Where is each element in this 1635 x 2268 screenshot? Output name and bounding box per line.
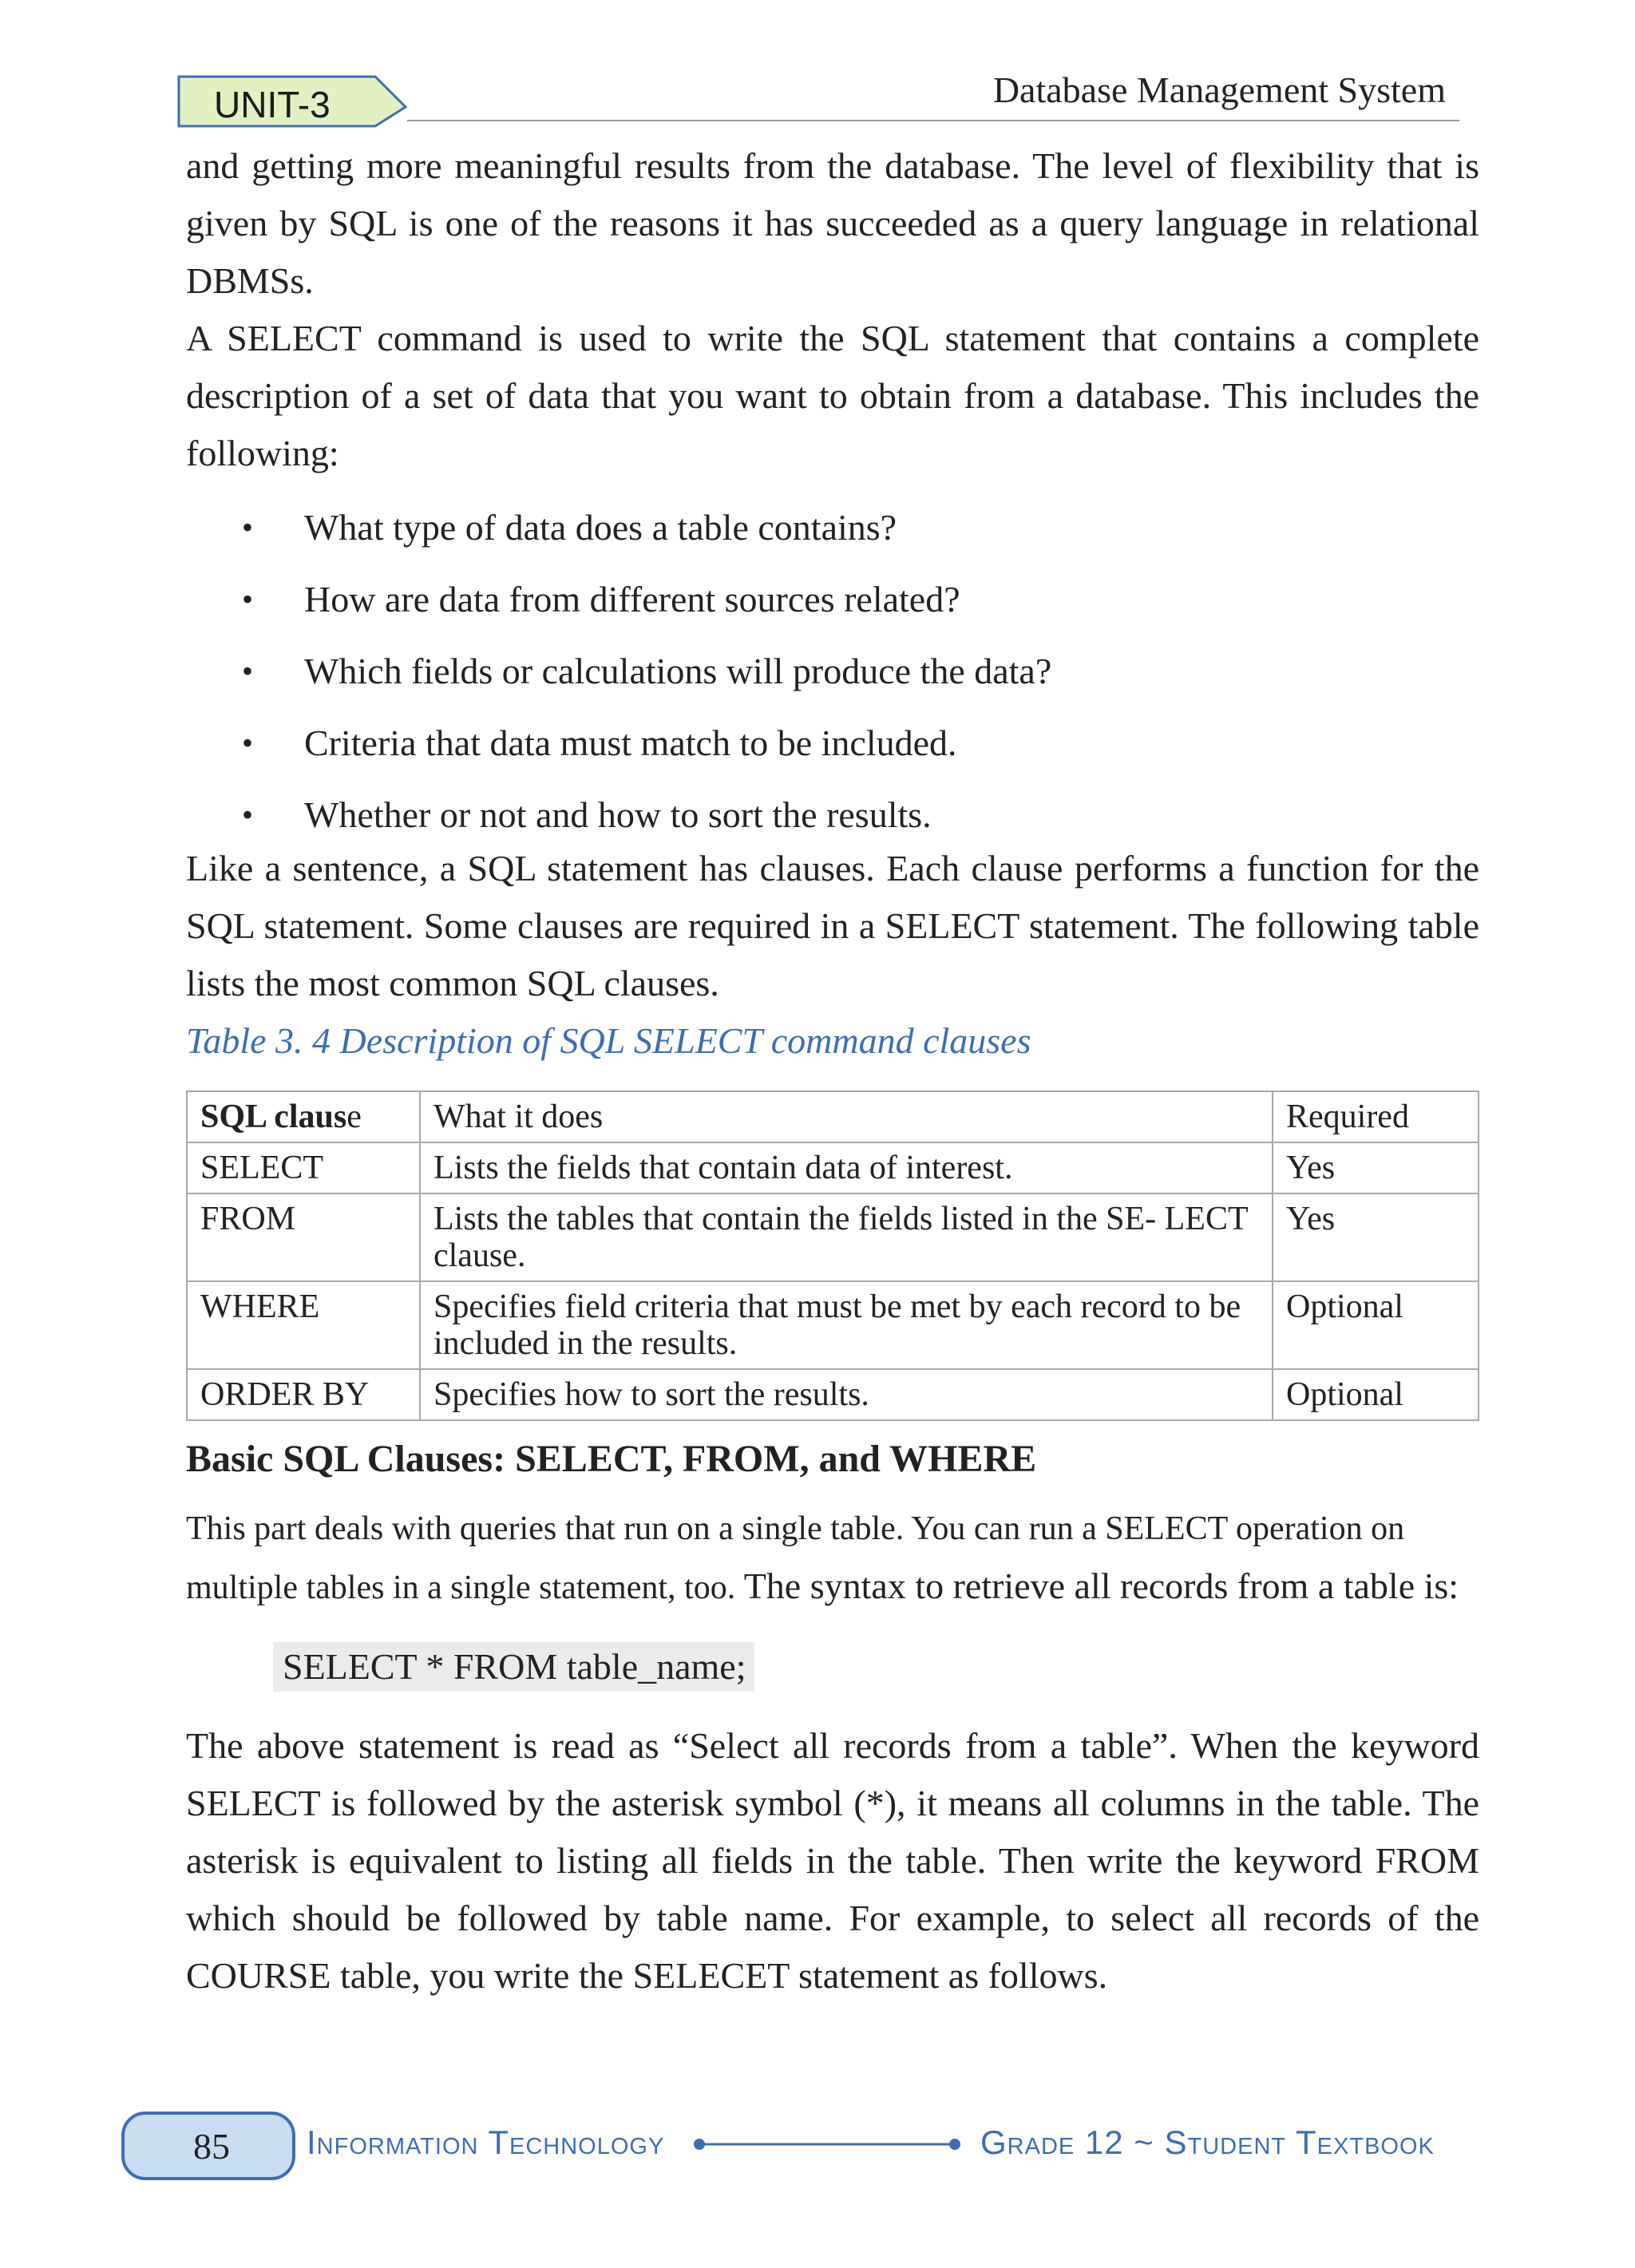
list-item: [186, 635, 1479, 707]
table-row: [187, 1281, 1479, 1369]
code-snippet: SELECT * FROM table_name;: [273, 1642, 754, 1692]
code-example: [186, 1634, 1479, 1706]
cell-required: Yes: [1273, 1193, 1479, 1281]
section-heading: Basic SQL Clauses: SELECT, FROM, and WHERE: [186, 1438, 1037, 1480]
table-header-row: [187, 1091, 1479, 1142]
bullet-icon: •: [242, 581, 254, 617]
list-item: [186, 779, 1479, 851]
intro-paragraph-1: and getting more meaningful results from the database. The level of flexibility that is given by SQL is one of the reasons it has succeeded as a query language in relational DBMSs.: [186, 145, 1479, 301]
footer-connector-line: [693, 2136, 961, 2152]
explanation-paragraph: The above statement is read as “Select all records from a table”. When the keyword SELECT is followed by the asterisk symbol (*), it means all columns in the table. The asterisk is equivalent to listing all fields in the table. Then write the keyword FROM which should be followed by table name. For example, to select all records of the COURSE table, you write the SELECET statement as follows.: [186, 1725, 1479, 1996]
header-rule: [407, 120, 1459, 121]
cell-clause: ORDER BY: [187, 1369, 420, 1420]
cell-does: Specifies field criteria that must be met by each record to be included in the results.: [420, 1281, 1273, 1369]
table-row: [187, 1142, 1479, 1193]
page-number: 85: [193, 2126, 230, 2167]
bullet-icon: •: [242, 797, 254, 833]
page-number-badge: [121, 2112, 295, 2180]
bullet-text: What type of data does a table contains?: [304, 507, 897, 548]
list-item: [186, 707, 1479, 779]
bullet-list: [186, 492, 1479, 851]
list-item: [186, 564, 1479, 635]
footer-subject: Information Technology: [307, 2124, 665, 2161]
cell-required: Optional: [1273, 1369, 1479, 1420]
header-cell-does: What it does: [420, 1091, 1273, 1142]
section-paragraph-normal: The syntax to retrieve all records from a table is:: [743, 1565, 1459, 1606]
cell-does: Lists the tables that contain the fields listed in the SE- LECT clause.: [420, 1193, 1273, 1281]
header-clause-bold: SQL claus: [200, 1098, 347, 1135]
bullet-icon: •: [242, 725, 254, 761]
bullet-text: How are data from different sources related?: [304, 579, 960, 619]
table-row: [187, 1193, 1479, 1281]
cell-does: Specifies how to sort the results.: [420, 1369, 1273, 1420]
table-row: [187, 1369, 1479, 1420]
bullet-text: Whether or not and how to sort the results.: [304, 794, 932, 835]
clauses-paragraph: Like a sentence, a SQL statement has clauses. Each clause performs a function for the SQL statement. Some clauses are required in a SELECT statement. The following table lists the most common SQL clauses.: [186, 848, 1479, 1003]
footer-grade: Grade 12 ~ Student Textbook: [980, 2124, 1435, 2161]
intro-paragraph-2: A SELECT command is used to write the SQL statement that contains a complete description of a set of data that you want to obtain from a database. This includes the following:: [186, 318, 1479, 473]
cell-clause: SELECT: [187, 1142, 420, 1193]
cell-required: Optional: [1273, 1281, 1479, 1369]
section-paragraph-small: This part deals with queries that run on a single table. You can run a SELECT operation on multiple tables in a single statement, too.: [186, 1510, 1405, 1606]
table-caption: Table 3. 4 Description of SQL SELECT command clauses: [186, 1020, 1031, 1061]
unit-tab: [177, 75, 409, 128]
bullet-text: Criteria that data must match to be included.: [304, 722, 957, 763]
header-cell-required: Required: [1273, 1091, 1479, 1142]
list-item: [186, 492, 1479, 564]
header-title: Database Management System: [992, 69, 1446, 110]
page-content: [186, 137, 1479, 2005]
header-clause-rest: e: [346, 1098, 362, 1135]
bullet-text: Which fields or calculations will produce the data?: [304, 651, 1052, 691]
sql-clauses-table: [186, 1090, 1479, 1421]
section-paragraph: [186, 1499, 1479, 1617]
cell-clause: FROM: [187, 1193, 420, 1281]
bullet-icon: •: [242, 509, 254, 545]
header-cell-clause: [187, 1091, 420, 1142]
cell-required: Yes: [1273, 1142, 1479, 1193]
unit-label: UNIT-3: [214, 84, 331, 125]
bullet-icon: •: [242, 653, 254, 689]
cell-clause: WHERE: [187, 1281, 420, 1369]
cell-does: Lists the fields that contain data of interest.: [420, 1142, 1273, 1193]
